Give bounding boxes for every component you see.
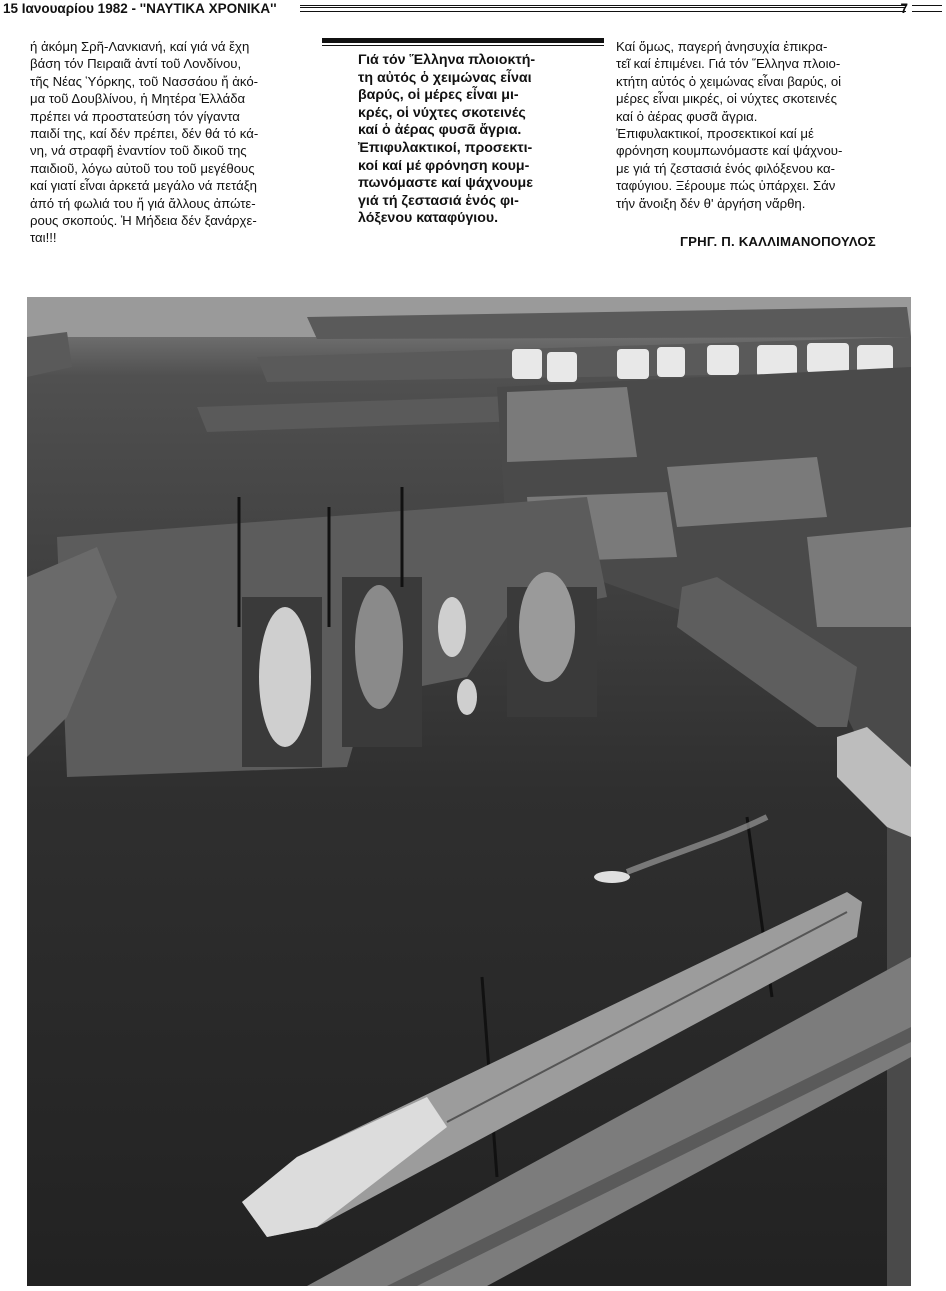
- text-line: φρόνηση κουμπωνόμαστε καί ψάχνου-: [616, 143, 843, 159]
- text-line: παιδιοῦ, λόγω αὐτοῦ του τοῦ μεγέθους: [30, 160, 255, 176]
- text-line: ται!!!: [30, 230, 57, 246]
- text-line: βάση τόν Πειραιᾶ ἀντί τοῦ Λονδίνου,: [30, 56, 242, 72]
- pull-quote-rule-thin: [322, 45, 604, 46]
- text-line: νη, νά στραφῆ ἐναντίον τοῦ δικοῦ της: [30, 143, 247, 159]
- pull-quote-rule: [322, 38, 604, 43]
- text-line: τεῖ καί ἐπιμένει. Γιά τόν Ἕλληνα πλοιο-: [616, 56, 841, 72]
- header-double-rule-end: [912, 5, 942, 12]
- text-line: μέρες εἶναι μικρές, οἱ νύχτες σκοτεινές: [616, 91, 838, 107]
- text-line: ἀπό τή φωλιά του ἤ γιά ἄλλους ἀπώτε-: [30, 195, 256, 211]
- running-header: [0, 0, 946, 20]
- running-title: 15 Ιανουαρίου 1982 - ''ΝΑΥΤΙΚΑ ΧΡΟΝΙΚΑ'': [3, 1, 281, 16]
- text-line: Ἐπιφυλακτικοί, προσεκτικοί καί μέ: [616, 126, 814, 142]
- page-number: 7: [900, 1, 908, 16]
- text-line: μα τοῦ Δουβλίνου, ἡ Μητέρα Ἑλλάδα: [30, 91, 246, 107]
- pull-quote-line: Γιά τόν Ἕλληνα πλοιοκτή-: [358, 52, 536, 68]
- text-line: τήν ἄνοιξη δέν θ' ἀργήση νἄρθη.: [616, 195, 806, 211]
- text-line: καί γιατί εἶναι ἀρκετά μεγάλο νά πετάξη: [30, 178, 257, 194]
- shipyard-aerial-image: [27, 297, 911, 1286]
- text-line: τῆς Νέας Ὑόρκης, τοῦ Νασσάου ἤ ἀκό-: [30, 73, 259, 89]
- pull-quote-line: κοί καί μέ φρόνηση κουμ-: [358, 157, 530, 174]
- text-line: καί ὁ ἀέρας φυσᾶ ἄγρια.: [616, 108, 758, 124]
- pull-quote-line: καί ὁ ἀέρας φυσᾶ ἄγρια.: [358, 122, 522, 139]
- pull-quote-line: γιά τή ζεστασιά ἑνός φι-: [358, 192, 519, 209]
- text-line: κτήτη αὐτός ὁ χειμώνας εἶναι βαρύς, οἱ: [616, 73, 842, 89]
- author-signature: ΓΡΗΓ. Π. ΚΑΛΛΙΜΑΝΟΠΟΥΛΟΣ: [680, 234, 876, 249]
- pull-quote-line: πωνόμαστε καί ψάχνουμε: [358, 175, 533, 192]
- pull-quote-line: λόξενου καταφύγιου.: [358, 210, 499, 227]
- text-line: πρέπει νά προστατεύση τόν γίγαντα: [30, 108, 240, 124]
- text-line: Καί ὅμως, παγερή ἀνησυχία ἐπικρα-: [616, 39, 828, 54]
- text-line: παιδί της, καί δέν πρέπει, δέν θά τό κά-: [30, 126, 259, 142]
- text-line: ταφύγιου. Ξέρουμε πώς ὑπάρχει. Σάν: [616, 178, 836, 194]
- pull-quote-line: κρές, οἱ νύχτες σκοτεινές: [358, 104, 526, 121]
- text-line: ρους σκοπούς. Ἡ Μήδεια δέν ξανάρχε-: [30, 213, 257, 229]
- harbor-photograph: [27, 297, 911, 1286]
- text-line: ή ἀκόμη Σρῆ-Λανκιανή, καί γιά νά ἔχη: [30, 39, 250, 54]
- text-line: με γιά τή ζεστασιά ἑνός φιλόξενου κα-: [616, 160, 836, 176]
- header-double-rule: [300, 5, 906, 12]
- pull-quote-line: τη αὐτός ὁ χειμώνας εἶναι: [358, 69, 532, 86]
- right-column-text: [616, 38, 906, 212]
- pull-quote-line: βαρύς, οἱ μέρες εἶναι μι-: [358, 87, 519, 104]
- pull-quote: [358, 52, 590, 228]
- pull-quote-line: Ἐπιφυλακτικοί, προσεκτι-: [358, 139, 533, 156]
- left-column-text: [30, 38, 310, 247]
